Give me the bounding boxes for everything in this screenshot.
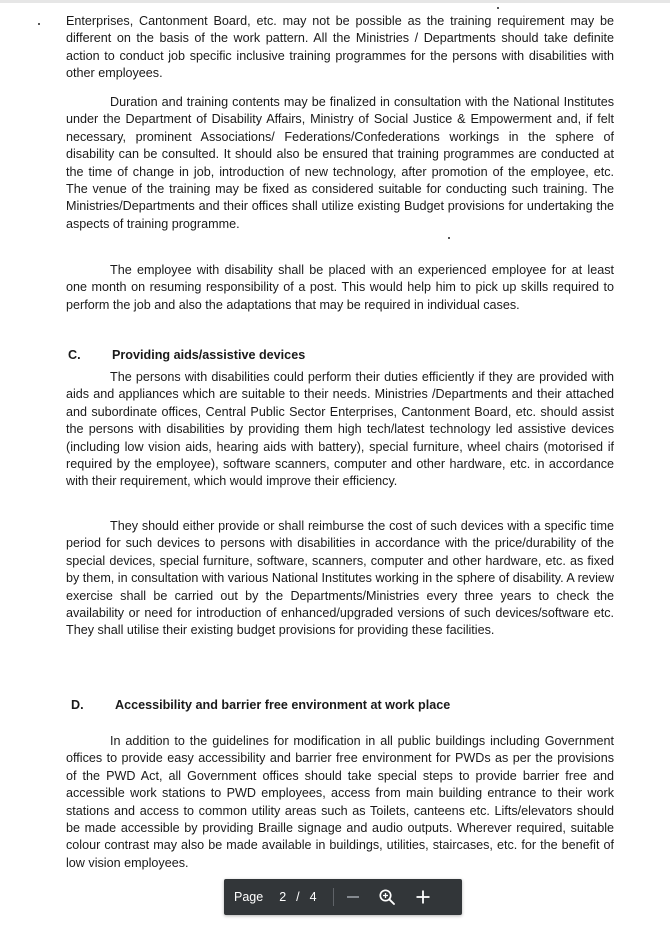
toolbar-divider <box>333 888 334 906</box>
zoom-out-button[interactable] <box>340 884 366 910</box>
plus-icon <box>415 889 431 905</box>
page-separator: / <box>296 890 300 904</box>
pdf-page-toolbar <box>224 879 462 915</box>
page-label: Page <box>234 890 264 904</box>
paragraph: They should either provide or shall reimburse the cost of such devices with a specific time period for such devices to persons with disabilities in accordance with the price/durability of the special devices, special furniture, software, scanners, computer and other hardware, etc. as fixed by them, in consultation with various National Institutes working in the sphere of disability. A review exercise shall be carried out by the Departments/Ministries every three years to check the availability or need for introduction of enhanced/upgraded versions of such devices/software etc. They shall utilise their existing budget provisions for providing these facilities. <box>66 519 614 638</box>
paragraph: Enterprises, Cantonment Board, etc. may not be possible as the training requirement may be different on the basis of the work pattern. All the Ministries / Departments should take definite action to conduct job specific inclusive training programmes for the persons with disabilities with other employees. <box>66 14 614 81</box>
section-heading-c <box>68 347 305 364</box>
paragraph: In addition to the guidelines for modification in all public buildings including Government offices to provide easy accessibility and barrier free environment for PWDs as per the provisions of the PWD Act, all Government offices should take special steps to provide barrier free and accessible work stations to PWD employees, access from main building entrance to their work stations and access to common utility areas such as Toilets, canteens etc. Lifts/elevators should be made accessible by providing Braille signage and audio outputs. Wherever required, suitable colour contrast may also be made available in buildings, utilities, staircases, etc. for the benefit of low vision employees. <box>66 734 614 870</box>
scan-mark <box>497 7 499 9</box>
section-letter: C. <box>68 348 81 362</box>
paragraph: The employee with disability shall be placed with an experienced employee for at least one month on resuming responsibility of a post. This would help him to pick up skills required to perform the job and also the adaptations that may be required in individual cases. <box>66 263 614 312</box>
paragraph: The persons with disabilities could perform their duties efficiently if they are provided with aids and appliances which are suitable to their needs. Ministries /Departments and their attached and subordinate offices, Central Public Sector Enterprises, Cantonment Board, etc. should assist the persons with disabilities by providing them high tech/latest technology led assistive devices (including low vision aids, hearing aids with battery), special furniture, wheel chairs (motorised if required by the employee), software scanners, computer and other hardware, etc. in accordance with their requirement, which would improve their efficiency. <box>66 370 614 489</box>
minus-icon <box>346 890 360 904</box>
total-pages: 4 <box>309 890 317 904</box>
current-page-input[interactable]: 2 <box>279 890 287 904</box>
scan-mark <box>38 23 40 25</box>
section-heading-d <box>71 697 450 714</box>
scan-mark <box>448 237 450 239</box>
section-letter: D. <box>71 698 84 712</box>
zoom-icon <box>378 888 396 906</box>
zoom-in-button[interactable] <box>410 884 436 910</box>
section-title: Accessibility and barrier free environment at work place <box>115 698 451 712</box>
fit-zoom-button[interactable] <box>374 884 400 910</box>
paragraph: Duration and training contents may be finalized in consultation with the National Institutes under the Department of Disability Affairs, Ministry of Social Justice & Empowerment and, if felt necessary, prominent Associations/ Federations/Confederations workings in the sphere of disability can be consulted. It should also be ensured that training programmes are conducted at the time of change in job, introduction of new technology, after promotion of the employee, etc. The venue of the training may be fixed as considered suitable for conducting such training. The Ministries/Departments and their offices shall utilize existing Budget provisions for undertaking the aspects of training programme. <box>66 95 614 231</box>
section-title: Providing aids/assistive devices <box>112 348 306 362</box>
